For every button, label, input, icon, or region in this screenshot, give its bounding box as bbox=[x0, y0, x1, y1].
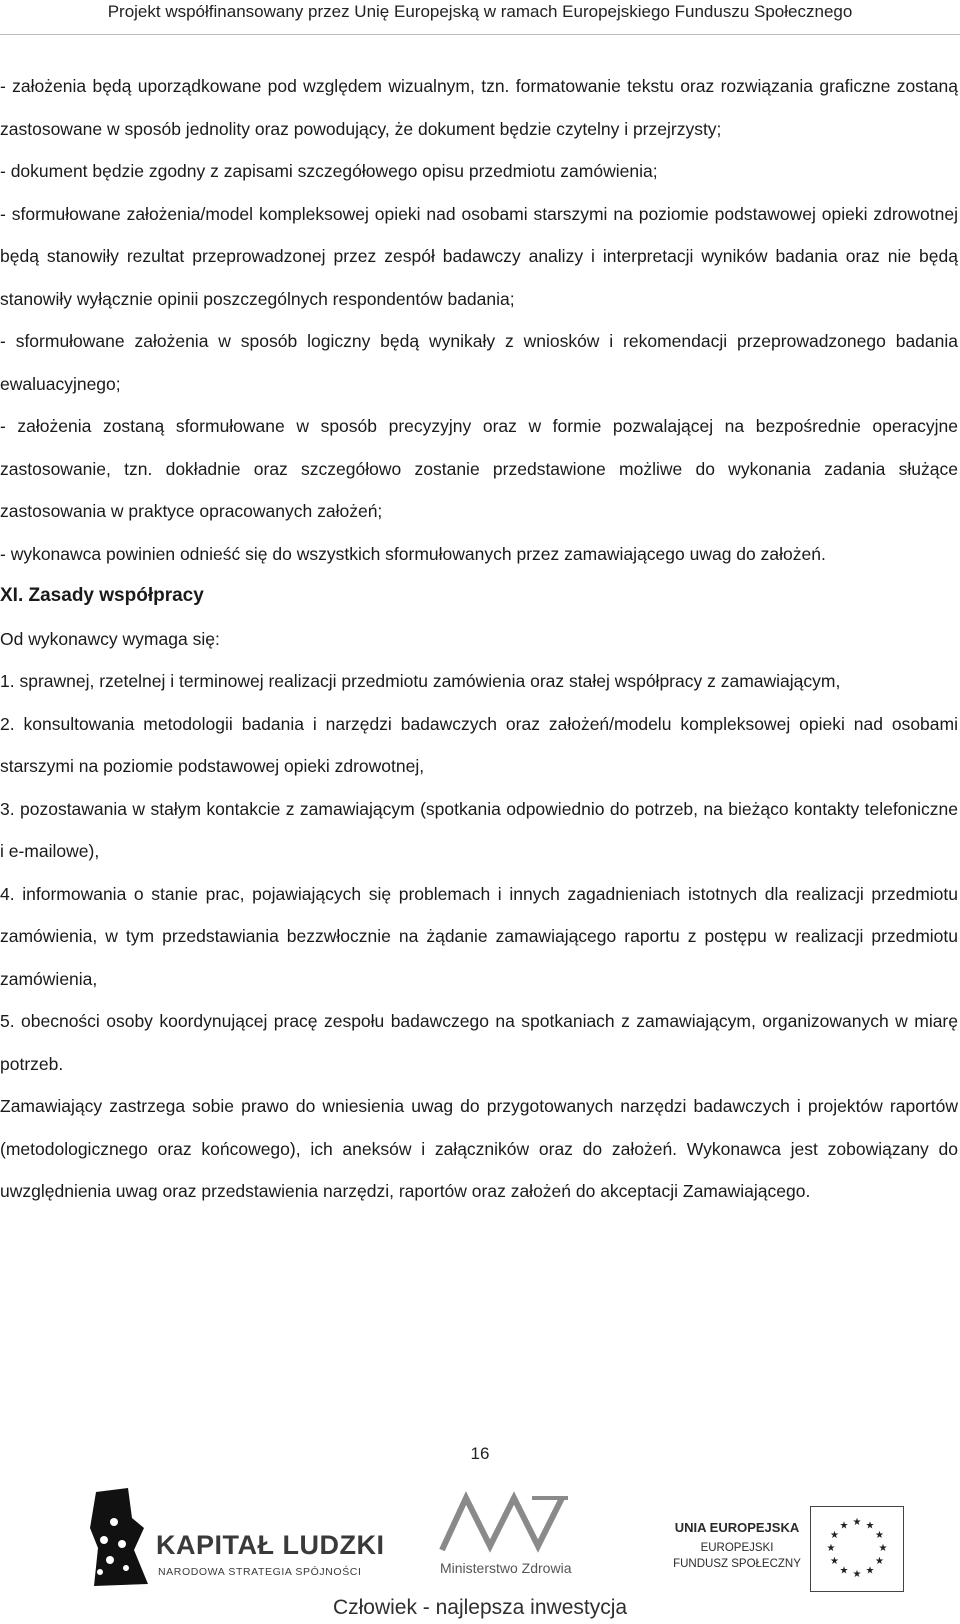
eu-subtitle-1: EUROPEJSKI bbox=[700, 1542, 774, 1554]
paragraph: - założenia zostaną sformułowane w sposób precyzyjny oraz w formie pozwalającej na bezpośrednie operacyjne zastosowanie, tzn. dokładnie oraz szczegółowo zostanie przedstawione możliwe do wykonania zadania służące zastosowania w praktyce opracowanych założeń; bbox=[0, 416, 958, 521]
kapital-ludzki-subtitle: NARODOWA STRATEGIA SPÓJNOŚCI bbox=[158, 1566, 362, 1578]
footer bbox=[0, 1480, 960, 1624]
paragraph: - wykonawca powinien odnieść się do wszystkich sformułowanych przez zamawiającego uwag do założeń. bbox=[0, 543, 826, 564]
paragraph: - dokument będzie zgodny z zapisami szczegółowego opisu przedmiotu zamówienia; bbox=[0, 161, 658, 181]
list-item: 4. informowania o stanie prac, pojawiających się problemach i innych zagadnieniach istotnych dla realizacji przedmiotu zamówienia, w tym przedstawiania bezzwłocznie na żądanie zamawiającego raportu z postępu w realizacji przedmiotu zamówienia, bbox=[0, 883, 958, 989]
ministry-name: Ministerstwo Zdrowia bbox=[440, 1560, 572, 1576]
eu-title: UNIA EUROPEJSKA bbox=[674, 1520, 800, 1535]
svg-text:★: ★ bbox=[839, 1520, 849, 1532]
paragraph: Zamawiający zastrzega sobie prawo do wniesienia uwag do przygotowanych narzędzi badawczych i projektów raportów (metodologicznego oraz końcowego), ich aneksów i załączników oraz do założeń. Wykonawca jest zobowiązany do uwzględnienia uwag oraz przedstawienia narzędzi, raportów oraz założeń do akceptacji Zamawiającego. bbox=[0, 1096, 958, 1201]
ministerstwo-zdrowia-logo bbox=[436, 1490, 586, 1600]
section-heading: XI. Zasady współpracy bbox=[0, 585, 204, 606]
kapital-ludzki-logo-icon bbox=[88, 1488, 150, 1588]
eu-logo bbox=[672, 1506, 942, 1598]
svg-text:★: ★ bbox=[865, 1565, 875, 1577]
svg-text:★: ★ bbox=[852, 1517, 862, 1528]
page-header: Projekt współfinansowany przez Unię Europejską w ramach Europejskiego Funduszu Społecznego bbox=[107, 2, 853, 21]
page-number: 16 bbox=[470, 1444, 490, 1463]
eu-subtitle-2: FUNDUSZ SPOŁECZNY bbox=[673, 1558, 801, 1570]
svg-text:★: ★ bbox=[826, 1543, 836, 1554]
svg-text:★: ★ bbox=[852, 1569, 862, 1580]
list-item: 3. pozostawania w stałym kontakcie z zamawiającym (spotkania odpowiednio do potrzeb, na bieżąco kontakty telefoniczne i e-mailowe), bbox=[0, 798, 958, 861]
document-body bbox=[0, 65, 958, 1213]
paragraph: - sformułowane założenia/model kompleksowej opieki nad osobami starszymi na poziomie podstawowej opieki zdrowotnej będą stanowiły rezultat przeprowadzonej przez zespół badawczy analizy i interpretacji wyników badania oraz nie będą stanowiły wyłącznie opinii poszczególnych respondentów badania; bbox=[0, 203, 958, 309]
kapital-ludzki-logo bbox=[88, 1488, 385, 1598]
svg-text:★: ★ bbox=[839, 1565, 849, 1577]
header-rule bbox=[0, 34, 960, 35]
svg-text:★: ★ bbox=[830, 1556, 839, 1567]
eu-flag bbox=[810, 1506, 904, 1592]
eu-flag-icon bbox=[811, 1507, 903, 1591]
paragraph: - sformułowane założenia w sposób logiczny będą wynikały z wniosków i rekomendacji przeprowadzonego badania ewaluacyjnego; bbox=[0, 331, 958, 394]
list-item: 2. konsultowania metodologii badania i narzędzi badawczych oraz założeń/modelu kompleksowej opieki nad osobami starszymi na poziomie podstawowej opieki zdrowotnej, bbox=[0, 713, 958, 776]
ministerstwo-zdrowia-logo-icon bbox=[436, 1490, 576, 1556]
svg-text:★: ★ bbox=[878, 1543, 888, 1554]
paragraph: - założenia będą uporządkowane pod względem wizualnym, tzn. formatowanie tekstu oraz rozwiązania graficzne zostaną zastosowane w sposób jednolity oraz powodujący, że dokument będzie czytelny i przejrzysty; bbox=[0, 76, 958, 139]
svg-text:★: ★ bbox=[875, 1530, 884, 1541]
paragraph: Od wykonawcy wymaga się: bbox=[0, 628, 220, 649]
svg-text:★: ★ bbox=[875, 1556, 884, 1567]
svg-text:★: ★ bbox=[865, 1520, 875, 1532]
list-item: 1. sprawnej, rzetelnej i terminowej realizacji przedmiotu zamówienia oraz stałej współpracy z zamawiającym, bbox=[0, 671, 841, 691]
kapital-ludzki-title: KAPITAŁ LUDZKI bbox=[156, 1530, 385, 1560]
list-item: 5. obecności osoby koordynującej pracę zespołu badawczego na spotkaniach z zamawiającym, organizowanych w miarę potrzeb. bbox=[0, 1011, 958, 1074]
svg-text:★: ★ bbox=[830, 1530, 839, 1541]
slogan: Człowiek - najlepsza inwestycja bbox=[332, 1596, 628, 1619]
